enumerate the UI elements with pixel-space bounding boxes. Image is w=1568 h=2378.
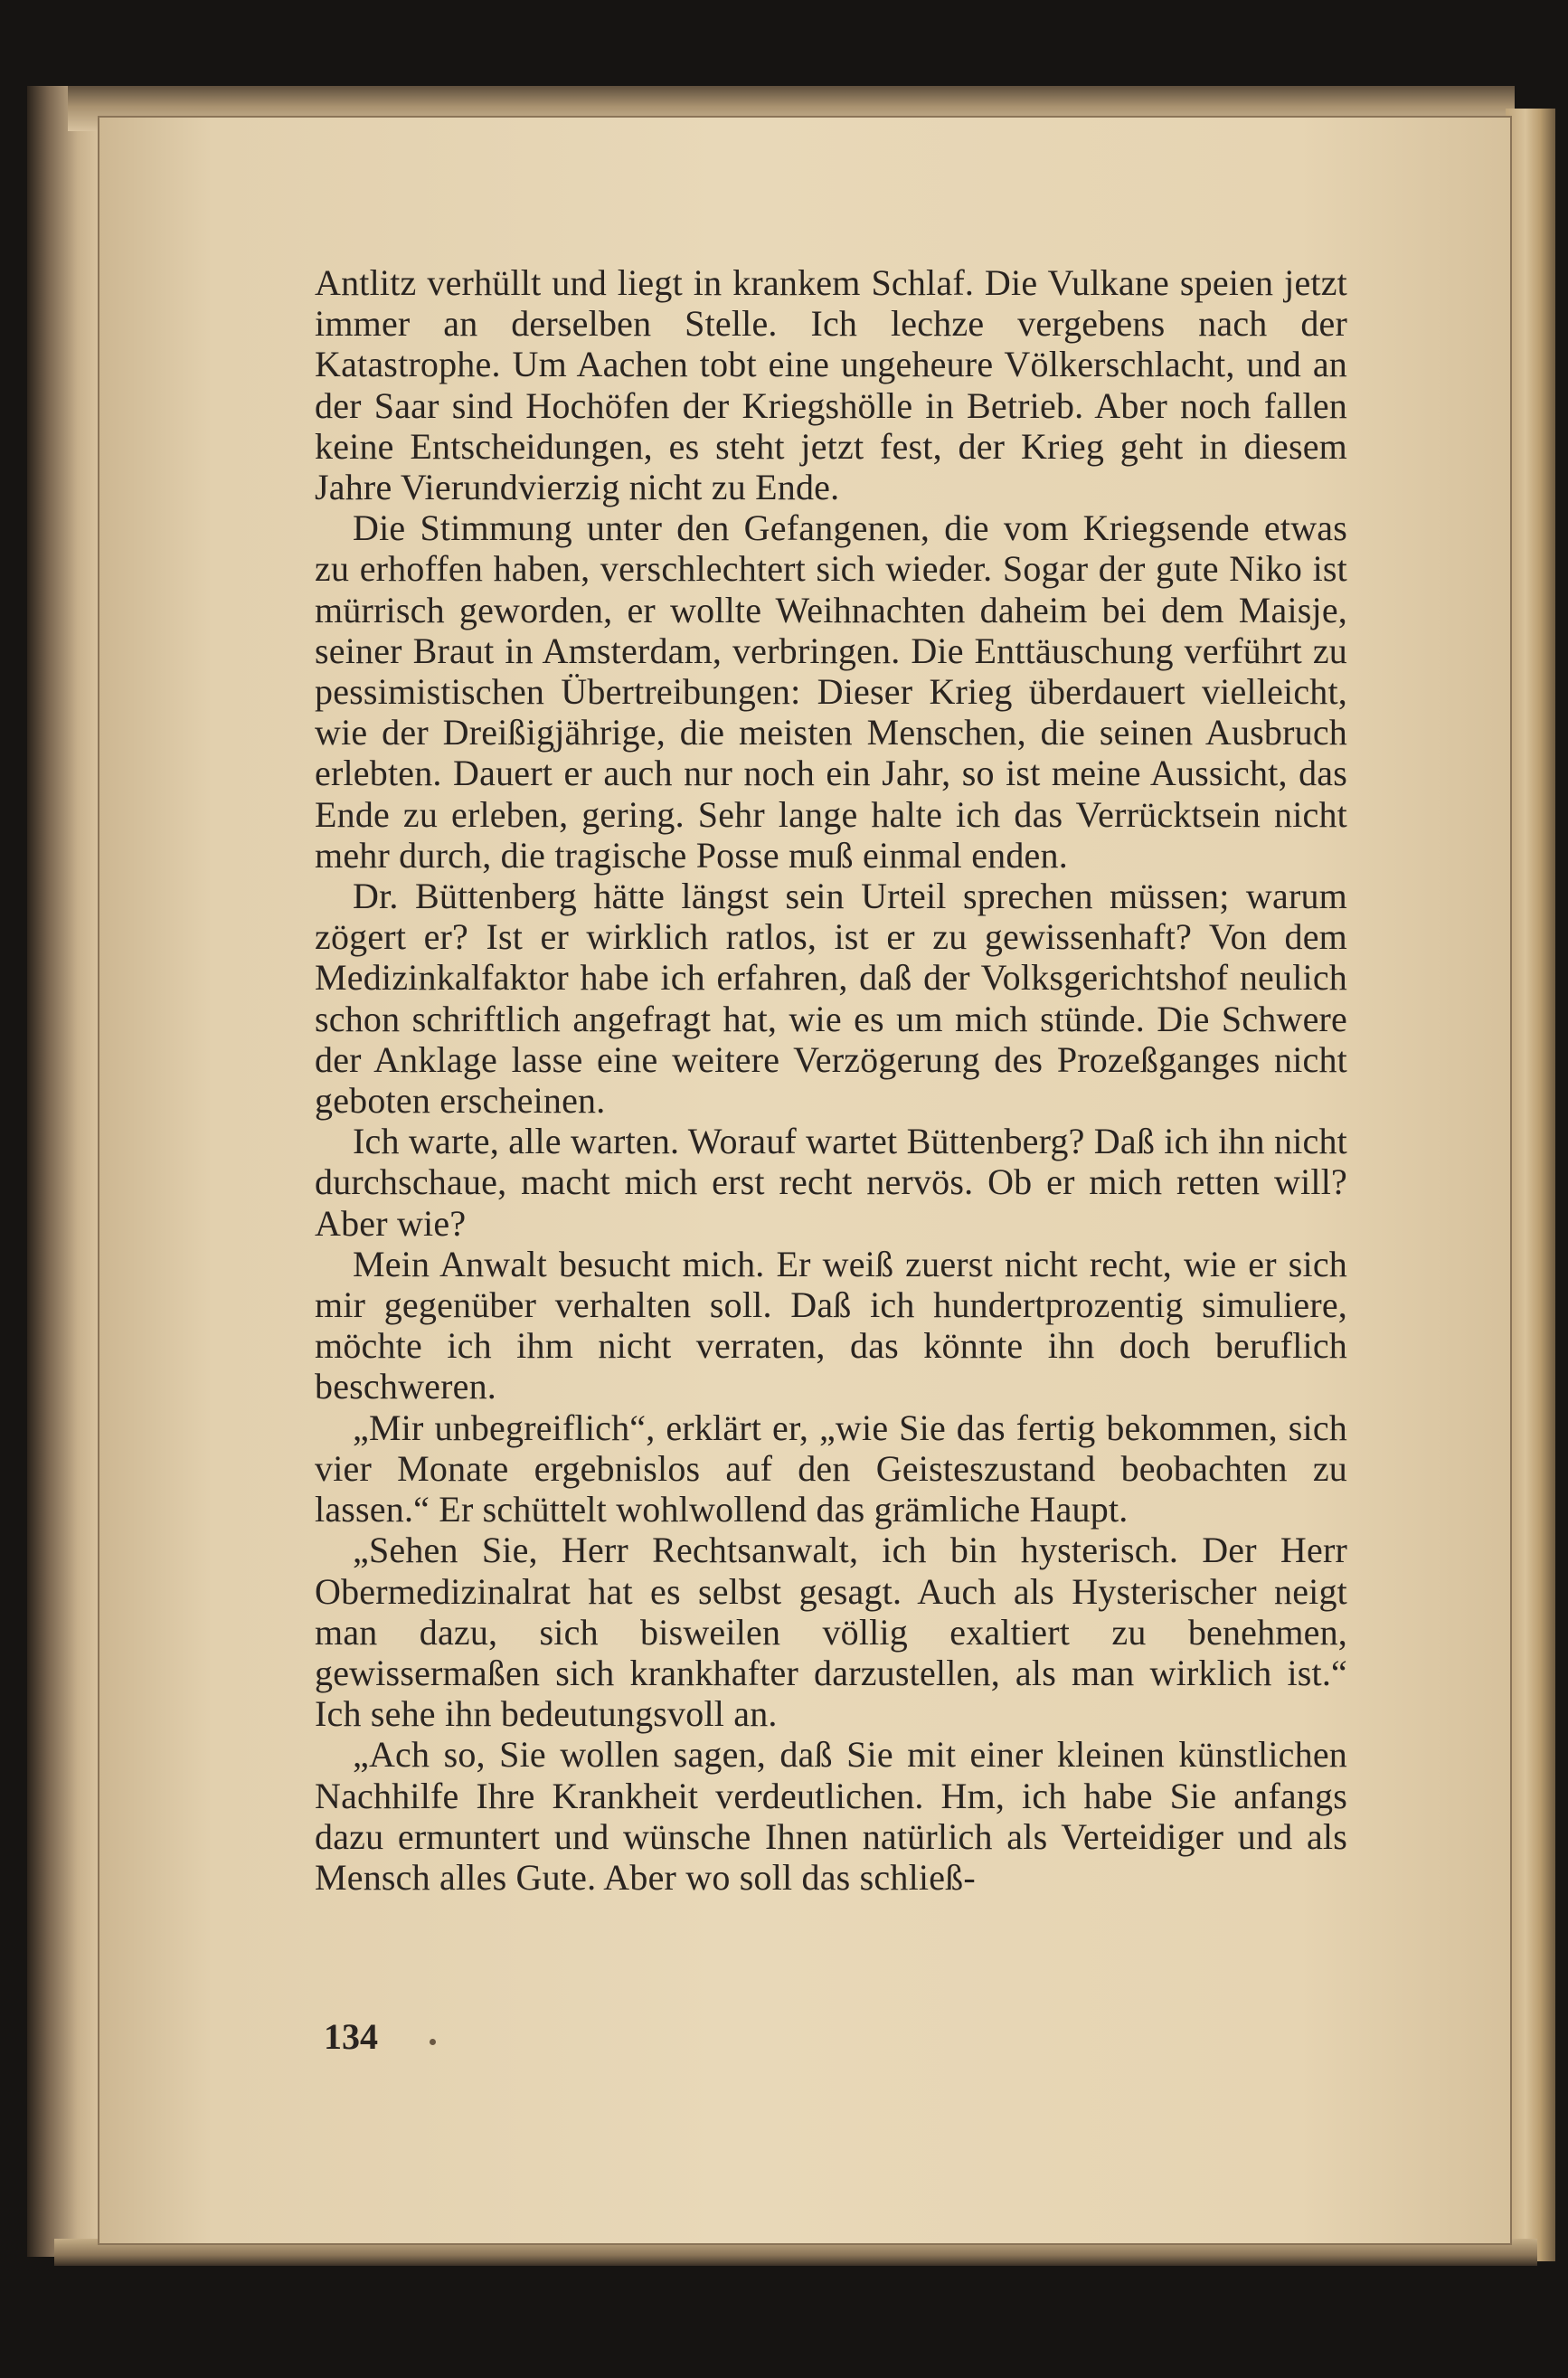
paragraph: Antlitz verhüllt und liegt in krankem Schlaf. Die Vulkane speien jetzt immer an derselben Stelle. Ich lechze vergebens nach der Katastrophe. Um Aachen tobt eine ungeheure Völkerschlacht, und an der Saar sind Hochöfen der Kriegshölle in Betrieb. Aber noch fallen keine Entscheidungen, es steht jetzt fest, der Krieg geht in diesem Jahre Vierundvierzig nicht zu Ende. [315, 262, 1347, 508]
paragraph: Ich warte, alle warten. Worauf wartet Büttenberg? Daß ich ihn nicht durchschaue, macht mich erst recht nervös. Ob er mich retten will? Aber wie? [315, 1121, 1347, 1244]
paragraph: „Sehen Sie, Herr Rechtsanwalt, ich bin hysterisch. Der Herr Obermedizinalrat hat es selbst gesagt. Auch als Hysterischer neigt man dazu, sich bisweilen völlig exaltiert zu benehmen, gewissermaßen sich krankhafter darzustellen, als man wirklich ist.“ Ich sehe ihn bedeutungsvoll an. [315, 1530, 1347, 1735]
page-number: 134 [324, 2016, 378, 2057]
body-text [315, 262, 1347, 1898]
paragraph: „Ach so, Sie wollen sagen, daß Sie mit einer kleinen künstlichen Nachhilfe Ihre Krankheit verdeutlichen. Hm, ich habe Sie anfangs dazu ermuntert und wünsche Ihnen natürlich als Verteidiger und als Mensch alles Gute. Aber wo soll das schließ- [315, 1734, 1347, 1898]
paragraph: Mein Anwalt besucht mich. Er weiß zuerst nicht recht, wie er sich mir gegenüber verhalten soll. Daß ich hundertprozentig simuliere, möchte ich ihm nicht verraten, das könnte ihn doch beruflich beschweren. [315, 1243, 1347, 1407]
paragraph: Dr. Büttenberg hätte längst sein Urteil sprechen müssen; warum zögert er? Ist er wirklich ratlos, ist er zu gewissenhaft? Von dem Medizinkalfaktor habe ich erfahren, daß der Volksgerichtshof neulich schon schriftlich angefragt hat, wie es um mich stünde. Die Schwere der Anklage lasse eine weitere Verzögerung des Prozeßganges nicht geboten erscheinen. [315, 876, 1347, 1122]
paragraph: „Mir unbegreiflich“, erklärt er, „wie Sie das fertig bekommen, sich vier Monate ergebnislos auf den Geisteszustand beobachten zu lassen.“ Er schüttelt wohlwollend das grämliche Haupt. [315, 1407, 1347, 1530]
page-number-dot [430, 2039, 436, 2045]
paragraph: Die Stimmung unter den Gefangenen, die vom Kriegsende etwas zu erhoffen haben, verschlechtert sich wieder. Sogar der gute Niko ist mürrisch geworden, er wollte Weihnachten daheim bei dem Maisje, seiner Braut in Amsterdam, verbringen. Die Enttäuschung verführt zu pessimistischen Übertreibungen: Dieser Krieg überdauert vielleicht, wie der Dreißigjährige, die meisten Menschen, die seinen Ausbruch erlebten. Dauert er auch nur noch ein Jahr, so ist meine Aussicht, das Ende zu erleben, gering. Sehr lange halte ich das Verrücktsein nicht mehr durch, die tragische Posse muß einmal enden. [315, 507, 1347, 876]
book-right-edge [1506, 109, 1555, 2261]
book-left-edge [27, 86, 99, 2257]
